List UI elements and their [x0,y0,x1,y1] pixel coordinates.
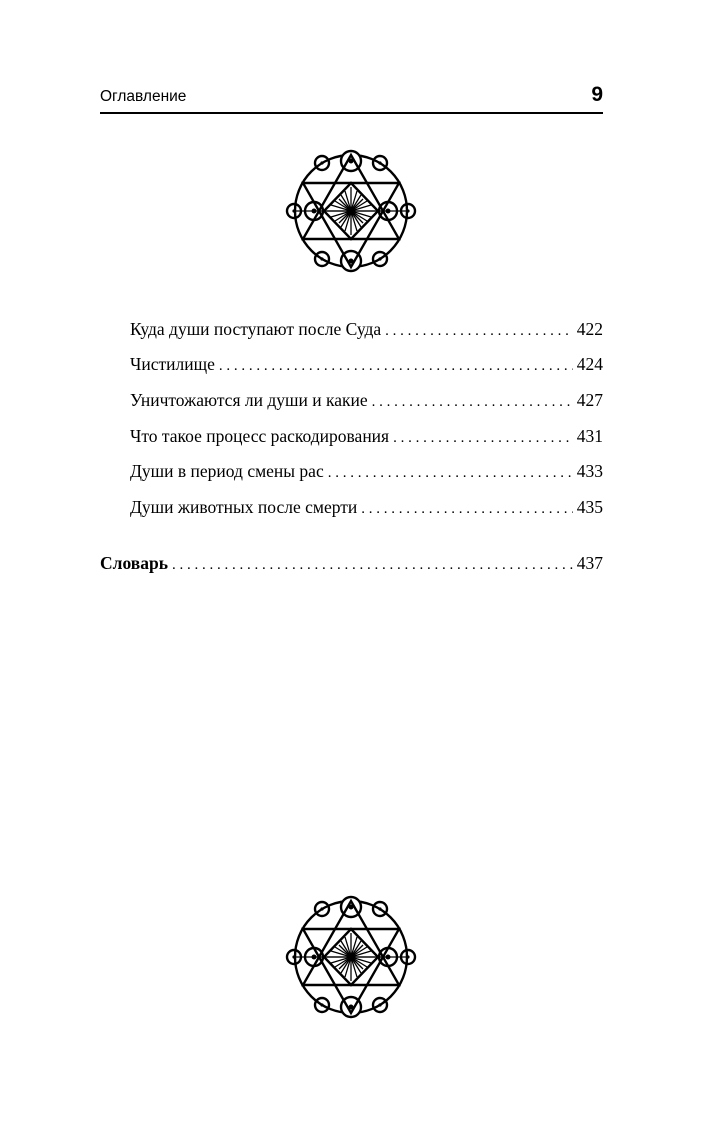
toc-entry-title: Словарь [100,553,168,573]
toc-entry[interactable] [130,390,603,411]
toc-entry[interactable] [130,426,603,447]
toc-entry-title: Что такое процесс раскодирования [130,426,390,446]
dot-leader [328,465,573,482]
header-title: Оглавление [100,88,187,105]
dot-leader [372,394,573,411]
toc-entry-page: 435 [576,497,603,517]
toc-entry-page: 427 [576,390,603,410]
toc-entry-title: Души животных после смерти [130,497,358,517]
running-header [100,84,603,114]
toc-entry[interactable] [130,497,603,518]
toc-entry-page: 433 [576,461,603,481]
toc-entry[interactable] [130,461,603,482]
toc-entry-page: 422 [576,319,603,339]
dot-leader [385,323,573,340]
mandala-ornament-icon [284,144,418,278]
toc-entry-title: Чистилище [130,354,215,374]
dot-leader [172,557,573,574]
toc-entry[interactable] [130,319,603,340]
dot-leader [393,430,573,447]
dot-leader [361,501,572,518]
toc-entry-title: Куда души поступают после Суда [130,319,382,339]
header-rule [100,112,603,114]
toc-entry-page: 431 [576,426,603,446]
mandala-ornament-icon [284,890,418,1024]
dot-leader [219,358,573,375]
toc-entry-glossary[interactable] [100,553,603,574]
toc-entry[interactable] [130,354,603,375]
page-number: 9 [591,83,603,106]
toc-entry-page: 424 [576,354,603,374]
toc-entry-page: 437 [576,553,603,573]
toc-entry-title: Уничтожаются ли души и какие [130,390,368,410]
toc-entry-title: Души в период смены рас [130,461,324,481]
